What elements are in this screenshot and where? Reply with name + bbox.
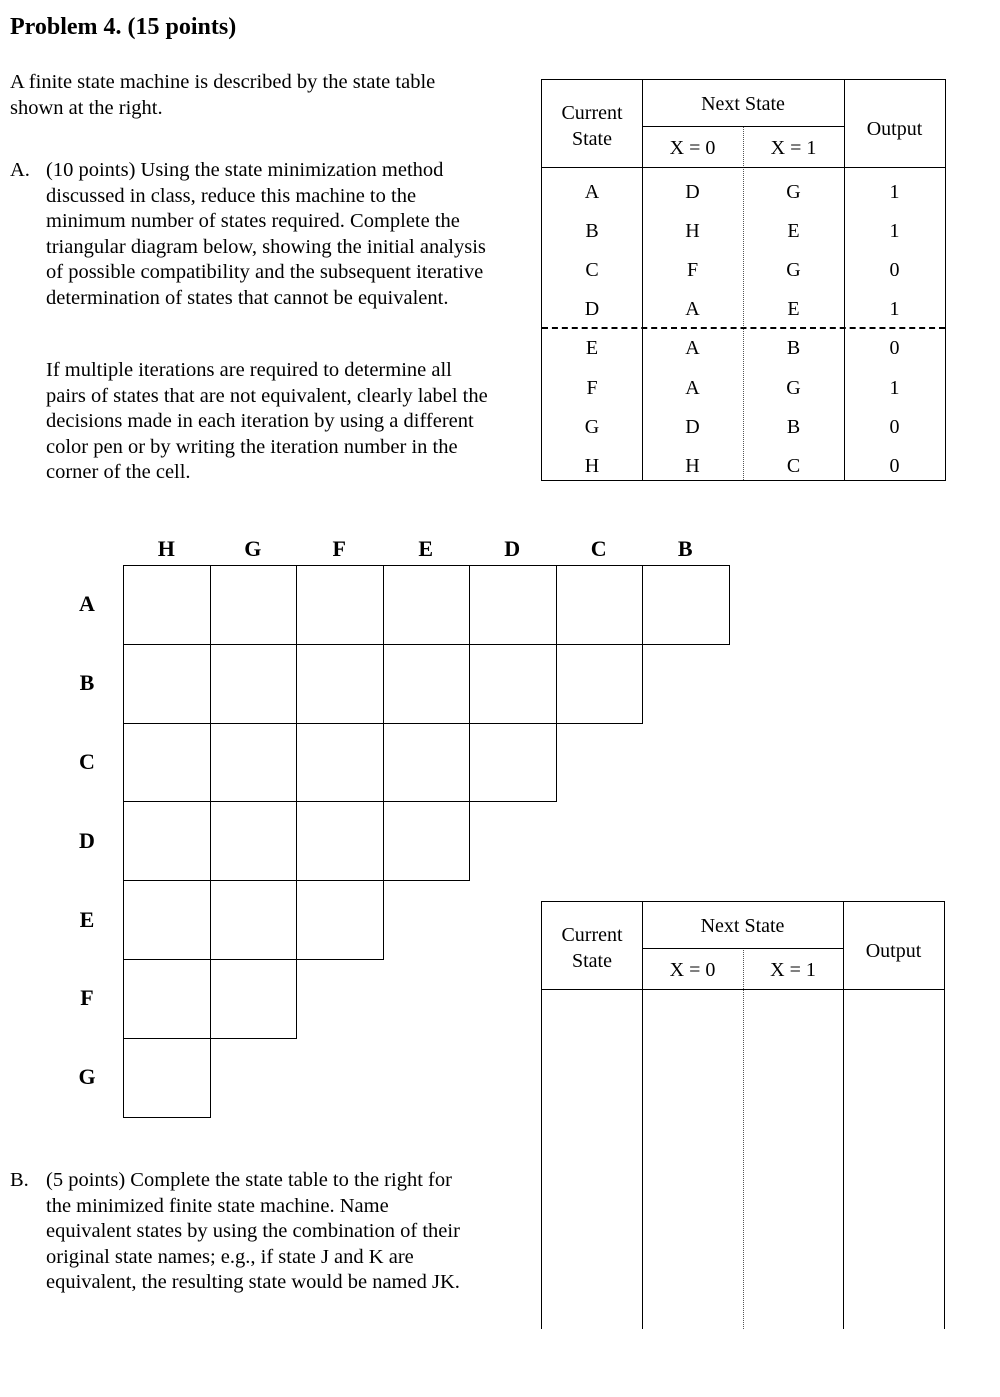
- min-output-header: Output: [865, 940, 922, 962]
- chart-cell[interactable]: [123, 644, 211, 724]
- chart-cell[interactable]: [123, 723, 211, 803]
- state-table-cell-x0: D: [685, 181, 700, 203]
- chart-cell[interactable]: [210, 723, 298, 803]
- state-table-cell-state: D: [584, 298, 600, 321]
- intro-text: A finite state machine is described by the state table shown at the right.: [10, 71, 436, 119]
- state-table-cell-x1: G: [786, 376, 801, 399]
- chart-cell[interactable]: [210, 565, 298, 645]
- state-table-cell-x1: B: [786, 337, 801, 360]
- state-table-cell-state: B: [585, 220, 599, 243]
- chart-cell[interactable]: [642, 565, 730, 645]
- chart-cell[interactable]: [383, 565, 471, 645]
- chart-cell[interactable]: [469, 644, 557, 724]
- chart-cell[interactable]: [123, 880, 211, 960]
- chart-cell[interactable]: [296, 644, 384, 724]
- chart-cell[interactable]: [210, 644, 298, 724]
- state-table-cell-x0: F: [686, 259, 699, 282]
- chart-row-label: E: [79, 906, 95, 932]
- state-table-cell-x1: B: [786, 415, 801, 438]
- chart-cell[interactable]: [296, 801, 384, 881]
- state-table-cell-x1: C: [786, 454, 801, 477]
- chart-column-label: D: [504, 536, 521, 561]
- chart-column-label: G: [244, 536, 262, 561]
- chart-cell[interactable]: [210, 880, 298, 960]
- x0-header: X = 0: [669, 137, 716, 159]
- chart-row-label: F: [80, 985, 94, 1011]
- chart-cell[interactable]: [296, 565, 384, 645]
- chart-column-label: C: [590, 536, 607, 561]
- chart-row-label: A: [79, 591, 95, 617]
- minimized-state-table: [541, 901, 945, 1329]
- state-table-cell-out: 1: [889, 220, 900, 243]
- chart-cell[interactable]: [383, 644, 471, 724]
- state-table-cell-out: 0: [889, 337, 900, 360]
- min-next-state-header: Next State: [700, 915, 785, 937]
- chart-cell[interactable]: [210, 959, 298, 1039]
- problem-title: Problem 4. (15 points): [10, 14, 237, 40]
- state-table: [541, 79, 946, 481]
- chart-column-label: E: [418, 536, 434, 561]
- chart-cell[interactable]: [296, 723, 384, 803]
- min-x0-header: X = 0: [669, 959, 716, 981]
- state-table-cell-x0: D: [685, 415, 700, 438]
- state-table-cell-x0: A: [685, 376, 700, 399]
- state-table-cell-state: H: [584, 454, 600, 477]
- chart-cell[interactable]: [123, 801, 211, 881]
- chart-cell[interactable]: [296, 880, 384, 960]
- part-a-text: (10 points) Using the state minimization method discussed in class, reduce this machine to the minimum number of states required. Complete the triangular diagram below, showing the initial analysis of possible compatibility and the subsequent iterative determination of states that cannot be equivalent.: [46, 159, 486, 309]
- chart-cell[interactable]: [123, 1038, 211, 1118]
- state-table-cell-state: E: [585, 337, 599, 360]
- chart-cell[interactable]: [556, 644, 644, 724]
- chart-column-label: H: [157, 536, 175, 561]
- state-table-cell-x1: G: [786, 259, 801, 282]
- state-table-cell-x0: A: [685, 337, 700, 360]
- part-a-text-2: If multiple iterations are required to determine all pairs of states that are not equivalent, clearly label the decisions made in each iteration by using a different color pen or by writing the iteration number in the corner of the cell.: [46, 359, 488, 483]
- x1-header: X = 1: [770, 137, 817, 159]
- state-table-cell-x1: E: [787, 220, 800, 243]
- state-table-cell-out: 0: [889, 454, 900, 477]
- chart-cell[interactable]: [123, 565, 211, 645]
- chart-cell[interactable]: [556, 565, 644, 645]
- state-table-cell-x1: G: [786, 181, 801, 203]
- chart-cell[interactable]: [383, 801, 471, 881]
- state-table-cell-out: 1: [889, 298, 900, 321]
- output-header: Output: [866, 118, 923, 140]
- state-table-cell-x0: H: [685, 454, 700, 477]
- state-table-cell-x0: H: [685, 220, 700, 243]
- part-b-text: (5 points) Complete the state table to the right for the minimized finite state machine. Name equivalent states by using the combination of their original state names; e.g., if state J and K are equivalent, the resulting state would be named JK.: [46, 1169, 460, 1293]
- state-table-cell-x1: E: [787, 298, 800, 321]
- chart-row-label: G: [78, 1064, 96, 1090]
- part-a-label: A.: [10, 159, 30, 181]
- state-table-cell-x0: A: [685, 298, 700, 321]
- chart-cell[interactable]: [469, 565, 557, 645]
- state-table-cell-out: 0: [889, 415, 900, 438]
- next-state-header: Next State: [701, 93, 785, 115]
- chart-row-label: C: [79, 749, 95, 774]
- chart-cell[interactable]: [123, 959, 211, 1039]
- chart-cell[interactable]: [469, 723, 557, 803]
- min-x1-header: X = 1: [770, 959, 816, 981]
- chart-column-label: F: [332, 536, 346, 561]
- state-table-cell-state: F: [586, 376, 598, 399]
- state-table-cell-out: 0: [889, 259, 900, 282]
- state-table-cell-out: 1: [889, 181, 900, 203]
- state-table-cell-state: A: [584, 181, 600, 203]
- state-table-cell-state: G: [584, 415, 600, 438]
- part-b-label: B.: [10, 1169, 29, 1191]
- chart-cell[interactable]: [383, 723, 471, 803]
- state-table-cell-state: C: [585, 259, 599, 282]
- chart-row-label: B: [79, 670, 95, 696]
- chart-cell[interactable]: [210, 801, 298, 881]
- chart-row-label: D: [79, 827, 95, 853]
- min-current-state-header: Current State: [561, 924, 623, 972]
- chart-column-label: B: [677, 536, 693, 561]
- state-table-cell-out: 1: [889, 376, 900, 399]
- current-state-header: Current State: [561, 102, 623, 150]
